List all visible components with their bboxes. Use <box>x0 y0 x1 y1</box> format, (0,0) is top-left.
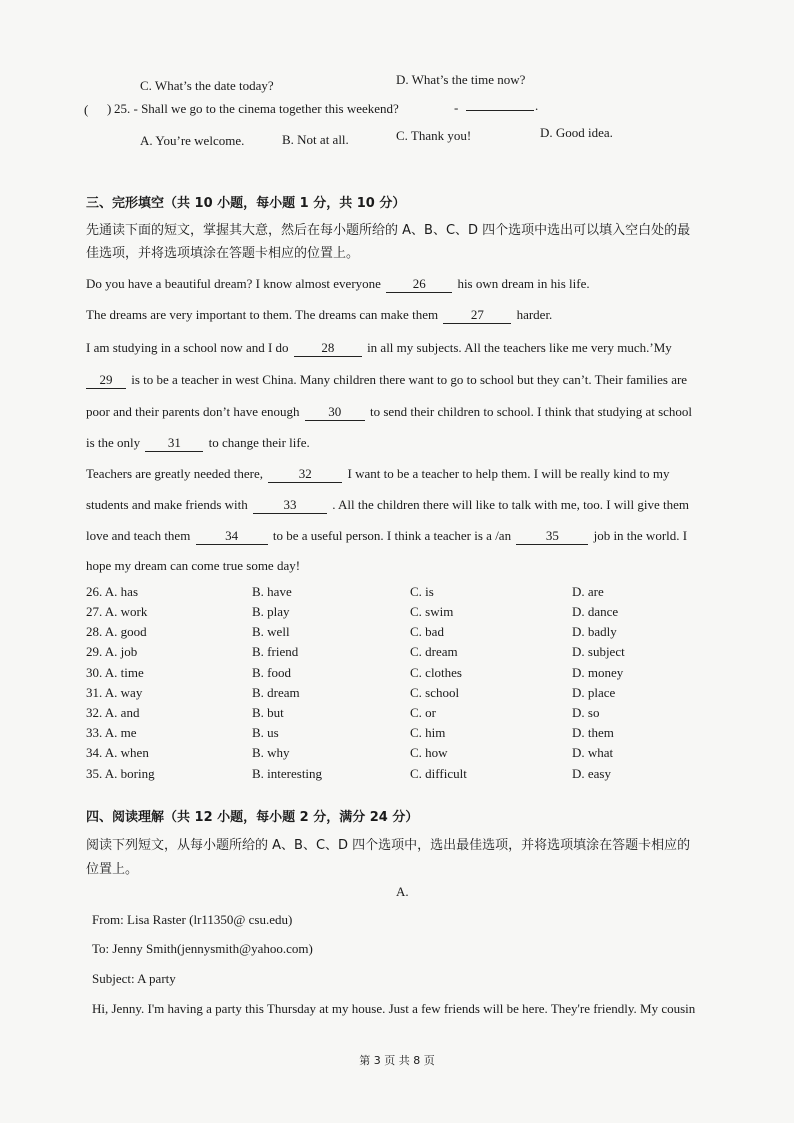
q25-option-b: B. Not at all. <box>282 132 349 147</box>
email-subject: Subject: A party <box>92 971 176 986</box>
option-35-c: C. difficult <box>410 766 467 781</box>
passage-line-4 <box>86 372 687 389</box>
passage-text: love and teach them <box>86 528 191 543</box>
option-35-d: D. easy <box>572 766 611 781</box>
passage-text: to send their children to school. I think that studying at school <box>369 404 693 419</box>
option-34-b: B. why <box>252 745 290 760</box>
option-30-b: B. food <box>252 665 291 680</box>
option-27-b: B. play <box>252 604 290 619</box>
passage-line-5 <box>86 404 692 421</box>
passage-text: I am studying in a school now and I do <box>86 340 289 355</box>
passage-text: job in the world. I <box>593 528 688 543</box>
blank-34: 34 <box>196 528 268 545</box>
option-32-d: D. so <box>572 705 600 720</box>
q24-option-c: C. What’s the date today? <box>140 78 274 93</box>
option-29-b: B. friend <box>252 644 299 659</box>
passage-text: The dreams are very important to them. The dreams can make them <box>86 307 439 322</box>
q25-stem: 25. - Shall we go to the cinema together this weekend? <box>114 101 399 116</box>
option-33-c: C. him <box>410 725 446 740</box>
option-27-a: 27. A. work <box>86 604 148 619</box>
blank-30: 30 <box>305 404 365 421</box>
option-26-c: C. is <box>410 584 434 599</box>
passage-line-1 <box>86 276 590 293</box>
option-32-b: B. but <box>252 705 284 720</box>
section4-instructions-2: 位置上。 <box>86 862 139 877</box>
option-34-c: C. how <box>410 745 448 760</box>
option-26-b: B. have <box>252 584 292 599</box>
passage-text: to be a useful person. I think a teacher is a /an <box>272 528 512 543</box>
option-28-b: B. well <box>252 624 290 639</box>
q25-option-c: C. Thank you! <box>396 128 472 143</box>
email-to: To: Jenny Smith(jennysmith@yahoo.com) <box>92 941 313 956</box>
option-29-c: C. dream <box>410 644 458 659</box>
passage-text: his own dream in his life. <box>457 276 590 291</box>
passage-text: to change their life. <box>208 435 310 450</box>
blank-28: 28 <box>294 340 362 357</box>
q25-bracket-open: ( <box>84 102 89 117</box>
blank-33: 33 <box>253 497 327 514</box>
passage-line-3 <box>86 340 672 357</box>
q25-reply-dash: - <box>454 100 459 115</box>
blank-31: 31 <box>145 435 203 452</box>
section4-instructions-1: 阅读下列短文，从每小题所给的 A、B、C、D 四个选项中，选出最佳选项，并将选项填涂在答题卡相应的 <box>86 838 691 853</box>
option-31-b: B. dream <box>252 685 300 700</box>
passage-text: Teachers are greatly needed there, <box>86 466 264 481</box>
passage-text: is the only <box>86 435 141 450</box>
option-28-c: C. bad <box>410 624 444 639</box>
q25-option-a: A. You’re welcome. <box>140 133 245 148</box>
option-30-d: D. money <box>572 665 624 680</box>
email-body: Hi, Jenny. I'm having a party this Thursday at my house. Just a few friends will be here. They're friendly. My cousin <box>92 1001 696 1016</box>
option-27-d: D. dance <box>572 604 619 619</box>
passage-text: harder. <box>516 307 553 322</box>
option-26-d: D. are <box>572 584 604 599</box>
passage-line-10: hope my dream can come true some day! <box>86 558 301 573</box>
option-28-d: D. badly <box>572 624 617 639</box>
passage-text: poor and their parents don’t have enough <box>86 404 300 419</box>
passage-text: I want to be a teacher to help them. I will be really kind to my <box>347 466 670 481</box>
page-footer: 第 3 页 共 8 页 <box>359 1054 435 1067</box>
option-32-a: 32. A. and <box>86 705 140 720</box>
passage-text: . All the children there will like to talk with me, too. I will give them <box>332 497 689 512</box>
passage-text: students and make friends with <box>86 497 248 512</box>
blank-35: 35 <box>516 528 588 545</box>
option-31-d: D. place <box>572 685 616 700</box>
section4-heading: 四、阅读理解（共 12 小题，每小题 2 分，满分 24 分） <box>86 810 419 825</box>
option-29-d: D. subject <box>572 644 625 659</box>
passage-text: in all my subjects. All the teachers like me very much.’My <box>367 340 672 355</box>
passage-line-8 <box>86 497 689 514</box>
option-33-b: B. us <box>252 725 279 740</box>
option-33-a: 33. A. me <box>86 725 137 740</box>
passage-line-2 <box>86 307 552 324</box>
option-34-a: 34. A. when <box>86 745 149 760</box>
passage-label: A. <box>396 884 409 899</box>
blank-29: 29 <box>86 372 126 389</box>
q25-answer-blank <box>466 98 534 111</box>
option-35-a: 35. A. boring <box>86 766 155 781</box>
option-29-a: 29. A. job <box>86 644 138 659</box>
option-35-b: B. interesting <box>252 766 323 781</box>
email-from: From: Lisa Raster (lr11350@ csu.edu) <box>92 912 293 927</box>
blank-27: 27 <box>443 307 511 324</box>
section3-heading: 三、完形填空（共 10 小题，每小题 1 分，共 10 分） <box>86 196 406 211</box>
passage-text: Do you have a beautiful dream? I know almost everyone <box>86 276 381 291</box>
passage-line-7 <box>86 466 670 483</box>
option-32-c: C. or <box>410 705 436 720</box>
q25-bracket-close: ) <box>107 101 112 116</box>
option-27-c: C. swim <box>410 604 454 619</box>
option-30-c: C. clothes <box>410 665 462 680</box>
blank-26: 26 <box>386 276 452 293</box>
option-31-c: C. school <box>410 685 460 700</box>
passage-line-9 <box>86 528 687 545</box>
q25-option-d: D. Good idea. <box>540 125 613 140</box>
passage-line-6 <box>86 435 310 452</box>
q25-reply-end: . <box>535 98 539 113</box>
blank-32: 32 <box>268 466 342 483</box>
option-28-a: 28. A. good <box>86 624 147 639</box>
option-26-a: 26. A. has <box>86 584 138 599</box>
option-33-d: D. them <box>572 725 614 740</box>
option-30-a: 30. A. time <box>86 665 144 680</box>
option-31-a: 31. A. way <box>86 685 143 700</box>
q24-option-d: D. What’s the time now? <box>396 72 526 87</box>
section3-instructions-2: 佳选项，并将选项填涂在答题卡相应的位置上。 <box>86 246 360 261</box>
passage-text: is to be a teacher in west China. Many children there want to go to school but they can’t. Their families are <box>131 372 688 387</box>
section3-instructions-1: 先通读下面的短文，掌握其大意，然后在每小题所给的 A、B、C、D 四个选项中选出可以填入空白处的最 <box>86 223 691 238</box>
option-34-d: D. what <box>572 745 614 760</box>
